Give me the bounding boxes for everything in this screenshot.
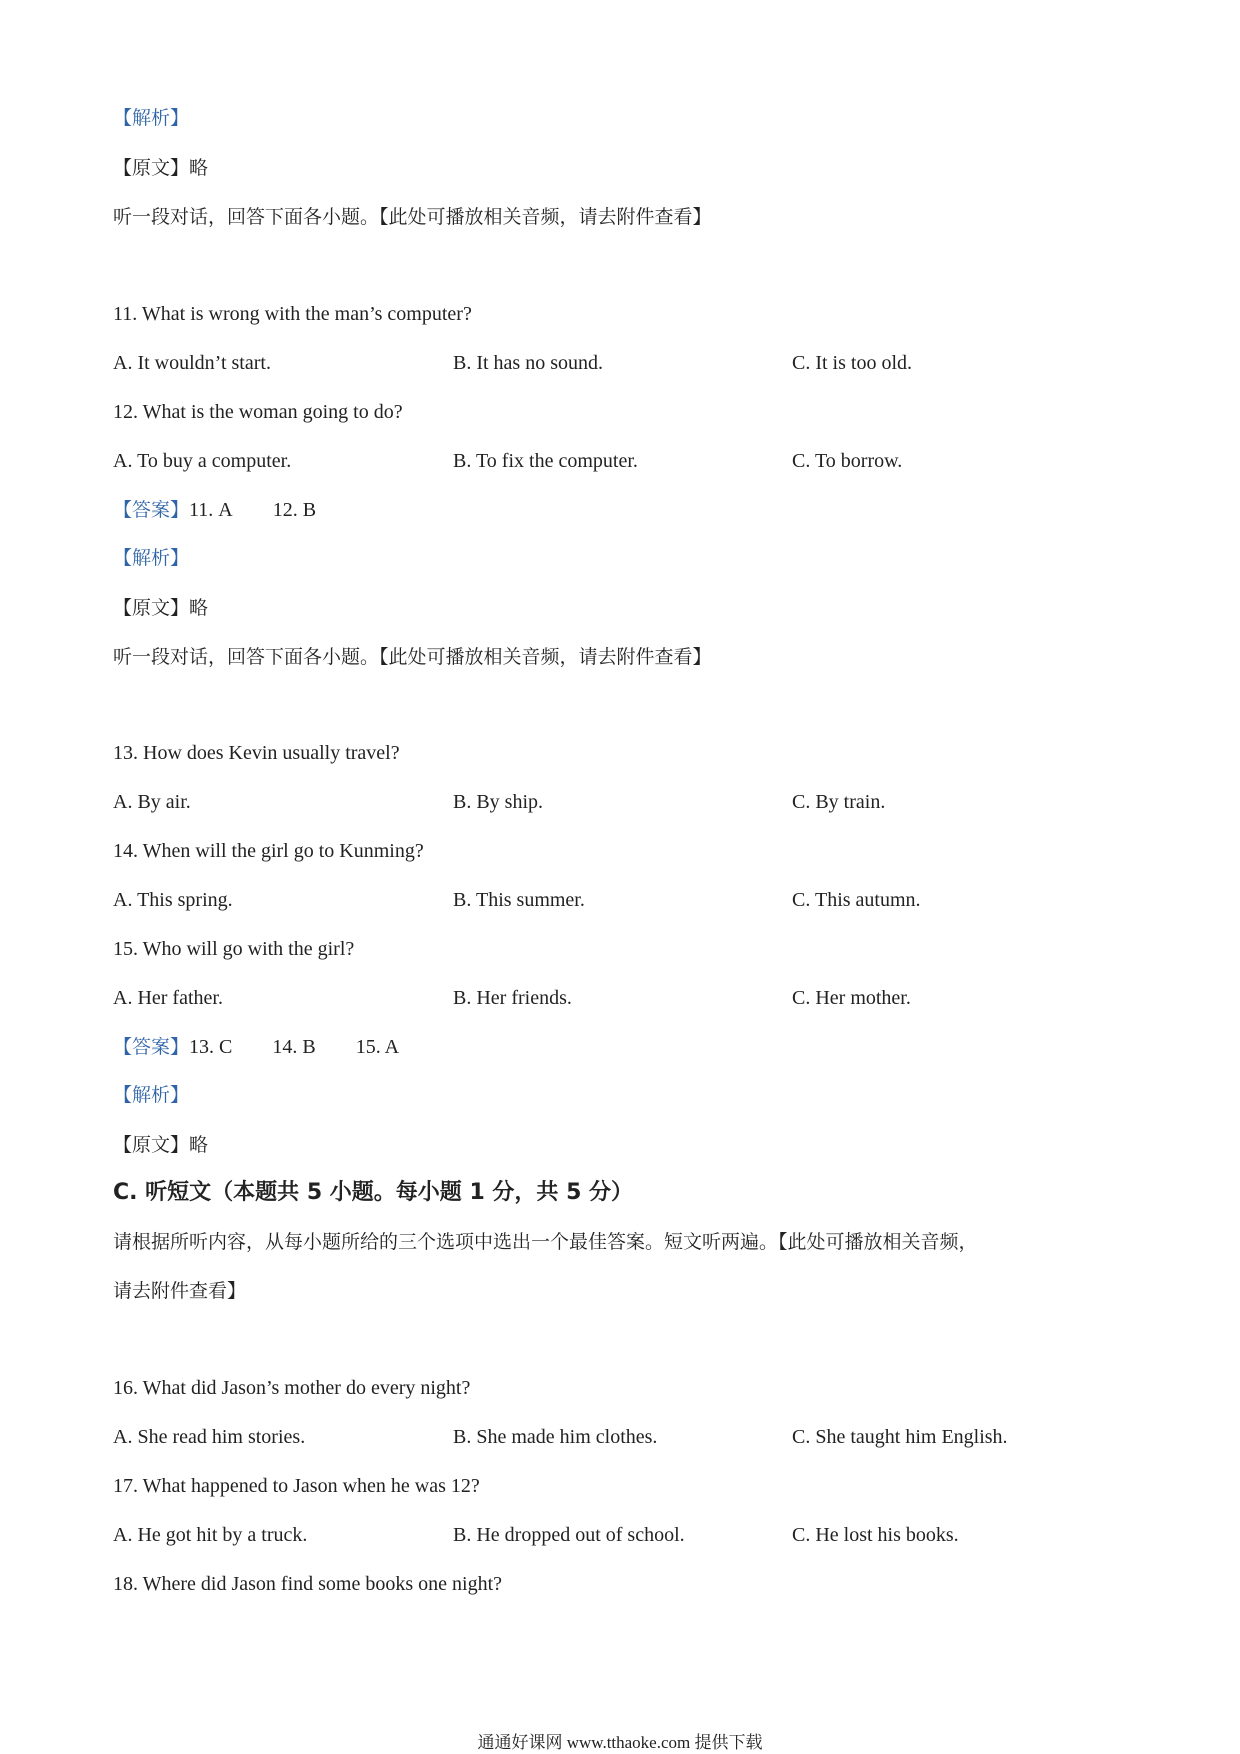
- q15-option-a: A. Her father.: [113, 987, 223, 1009]
- question-12: 12. What is the woman going to do?: [113, 401, 403, 423]
- dialog-instruction-1: 听一段对话，回答下面各小题。【此处可播放相关音频，请去附件查看】: [113, 206, 712, 228]
- dialog-instruction-2: 听一段对话，回答下面各小题。【此处可播放相关音频，请去附件查看】: [113, 646, 712, 668]
- question-13: 13. How does Kevin usually travel?: [113, 742, 400, 764]
- original-text-1: 【原文】略: [113, 157, 209, 179]
- answer-line-1: 【答案】11. A 12. B: [113, 499, 317, 521]
- footer-watermark: 通通好课网 www.tthaoke.com 提供下载: [477, 1733, 763, 1752]
- q16-option-c: C. She taught him English.: [792, 1426, 1008, 1448]
- q12-option-b: B. To fix the computer.: [453, 450, 638, 472]
- section-c-title: C. 听短文（本题共 5 小题。每小题 1 分，共 5 分）: [113, 1180, 634, 1205]
- q17-option-a: A. He got hit by a truck.: [113, 1524, 308, 1546]
- question-15: 15. Who will go with the girl?: [113, 938, 355, 960]
- original-text-2: 【原文】略: [113, 597, 209, 619]
- analysis-label-2: 【解析】: [113, 547, 190, 569]
- question-11: 11. What is wrong with the man’s computer?: [113, 303, 472, 325]
- q13-option-c: C. By train.: [792, 791, 886, 813]
- q15-option-b: B. Her friends.: [453, 987, 572, 1009]
- q14-option-a: A. This spring.: [113, 889, 233, 911]
- q11-option-b: B. It has no sound.: [453, 352, 603, 374]
- question-16: 16. What did Jason’s mother do every night?: [113, 1377, 471, 1399]
- q11-option-c: C. It is too old.: [792, 352, 913, 374]
- q14-option-c: C. This autumn.: [792, 889, 921, 911]
- question-14: 14. When will the girl go to Kunming?: [113, 840, 424, 862]
- analysis-label-1: 【解析】: [113, 107, 190, 129]
- q13-option-b: B. By ship.: [453, 791, 544, 813]
- section-c-instruction-2: 请去附件查看】: [113, 1280, 247, 1302]
- q17-option-c: C. He lost his books.: [792, 1524, 959, 1546]
- q12-option-c: C. To borrow.: [792, 450, 903, 472]
- original-text-3: 【原文】略: [113, 1134, 209, 1156]
- answer-line-2: 【答案】13. C 14. B 15. A: [113, 1036, 400, 1058]
- q14-option-b: B. This summer.: [453, 889, 585, 911]
- question-18: 18. Where did Jason find some books one night?: [113, 1573, 503, 1595]
- q11-option-a: A. It wouldn’t start.: [113, 352, 271, 374]
- q15-option-c: C. Her mother.: [792, 987, 911, 1009]
- section-c-instruction-1: 请根据所听内容，从每小题所给的三个选项中选出一个最佳答案。短文听两遍。【此处可播放相关音频，: [113, 1231, 978, 1253]
- q17-option-b: B. He dropped out of school.: [453, 1524, 685, 1546]
- question-17: 17. What happened to Jason when he was 12?: [113, 1475, 480, 1497]
- analysis-label-3: 【解析】: [113, 1084, 190, 1106]
- q13-option-a: A. By air.: [113, 791, 191, 813]
- q16-option-b: B. She made him clothes.: [453, 1426, 658, 1448]
- q16-option-a: A. She read him stories.: [113, 1426, 306, 1448]
- q12-option-a: A. To buy a computer.: [113, 450, 292, 472]
